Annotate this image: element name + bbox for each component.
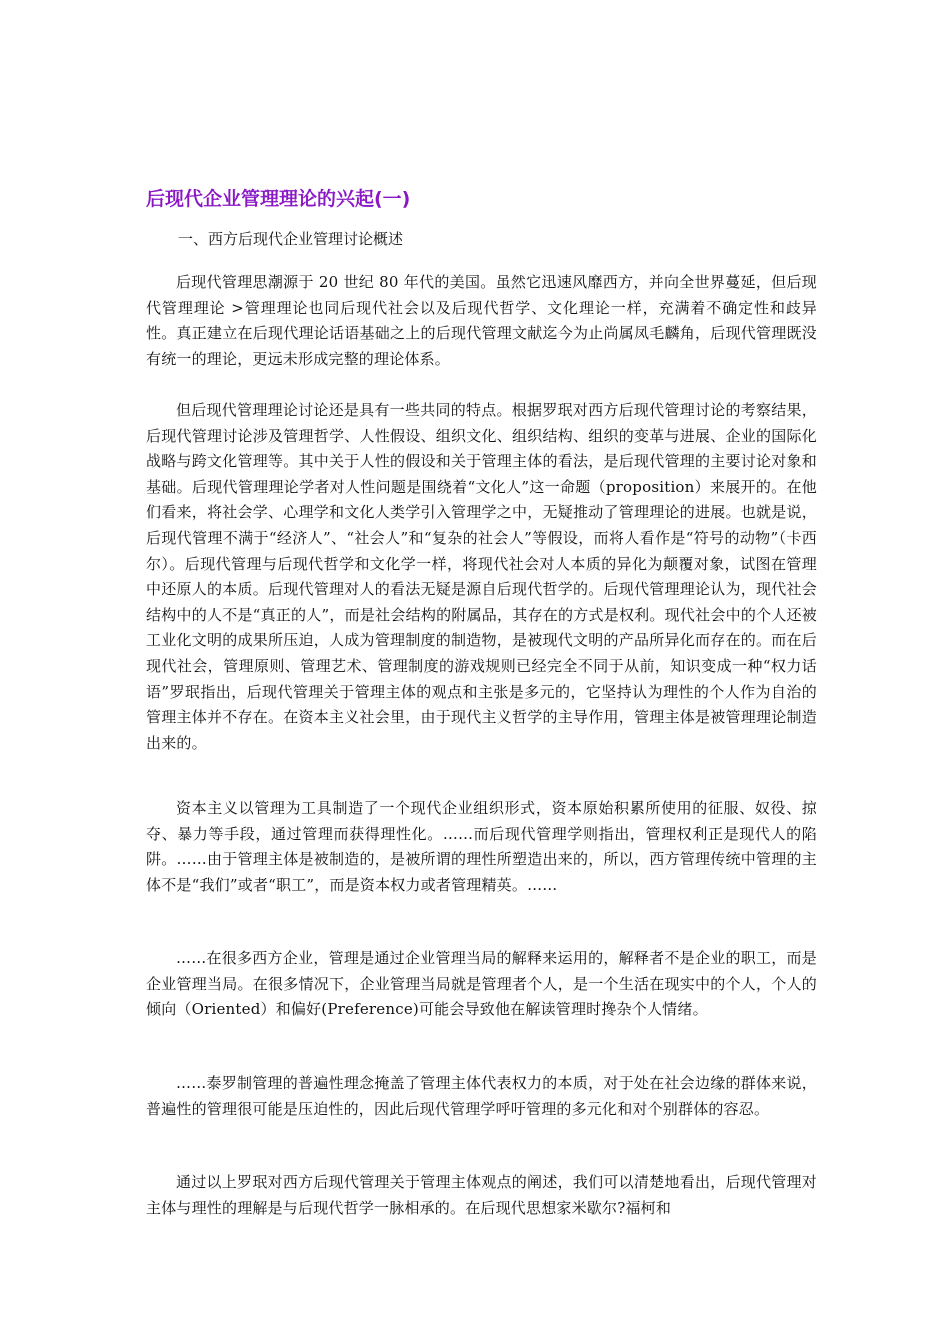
paragraph-5: ……泰罗制管理的普遍性理念掩盖了管理主体代表权力的本质，对于处在社会边缘的群体来说，普遍性的管理很可能是压迫性的，因此后现代管理学呼吁管理的多元化和对个别群体的容忍。 — [146, 1074, 817, 1118]
paragraph-6: 通过以上罗珉对西方后现代管理关于管理主体观点的阐述，我们可以清楚地看出，后现代管理对主体与理性的理解是与后现代哲学一脉相承的。在后现代思想家米歇尔?福柯和 — [146, 1173, 817, 1217]
paragraph-1: 后现代管理思潮源于 20 世纪 80 年代的美国。虽然它迅速风靡西方，并向全世界蔓延，但后现代管理理论 >管理理论也同后现代社会以及后现代哲学、文化理论一样，充满着不确定性和歧异性。真正建立在后现代理论话语基础之上的后现代管理文献迄今为止尚属凤毛麟角，后现代管理既没有统一的理论，更远未形成完整的理论体系。 — [146, 273, 817, 368]
document-title: 后现代企业管理理论的兴起(一) — [146, 188, 411, 210]
paragraph-3: 资本主义以管理为工具制造了一个现代企业组织形式，资本原始积累所使用的征服、奴役、掠夺、暴力等手段，通过管理而获得理性化。……而后现代管理学则指出，管理权利正是现代人的陷阱。……由于管理主体是被制造的，是被所谓的理性所塑造出来的，所以，西方管理传统中管理的主体不是“我们”或者“职工”，而是资本权力或者管理精英。…… — [146, 799, 817, 894]
paragraph-2: 但后现代管理理论讨论还是具有一些共同的特点。根据罗珉对西方后现代管理讨论的考察结果，后现代管理讨论涉及管理哲学、人性假设、组织文化、组织结构、组织的变革与进展、企业的国际化战略与跨文化管理等。其中关于人性的假设和关于管理主体的看法，是后现代管理的主要讨论对象和基础。后现代管理理论学者对人性问题是围绕着“文化人”这一命题（proposition）来展开的。在他们看来，将社会学、心理学和文化人类学引入管理学之中，无疑推动了管理理论的进展。也就是说，后现代管理不满于“经济人”、“社会人”和“复杂的社会人”等假设，而将人看作是“符号的动物”（卡西尔）。后现代管理与后现代哲学和文化学一样，将现代社会对人本质的异化为颠覆对象，试图在管理中还原人的本质。后现代管理对人的看法无疑是源自后现代哲学的。后现代管理理论认为，现代社会结构中的人不是“真正的人”，而是社会结构的附属品，其存在的方式是权利。现代社会中的个人还被工业化文明的成果所压迫，人成为管理制度的制造物，是被现代文明的产品所异化而存在的。而在后现代社会，管理原则、管理艺术、管理制度的游戏规则已经完全不同于从前，知识变成一种“权力话语”罗珉指出，后现代管理关于管理主体的观点和主张是多元的，它坚持认为理性的个人作为自治的管理主体并不存在。在资本主义社会里，由于现代主义哲学的主导作用，管理主体是被管理理论制造出来的。 — [146, 401, 817, 752]
section-heading: 一、西方后现代企业管理讨论概述 — [178, 230, 404, 248]
paragraph-4: ……在很多西方企业，管理是通过企业管理当局的解释来运用的，解释者不是企业的职工，而是企业管理当局。在很多情况下，企业管理当局就是管理者个人，是一个生活在现实中的个人，个人的倾向（Oriented）和偏好(Preference)可能会导致他在解读管理时搀杂个人情绪。 — [146, 949, 817, 1019]
